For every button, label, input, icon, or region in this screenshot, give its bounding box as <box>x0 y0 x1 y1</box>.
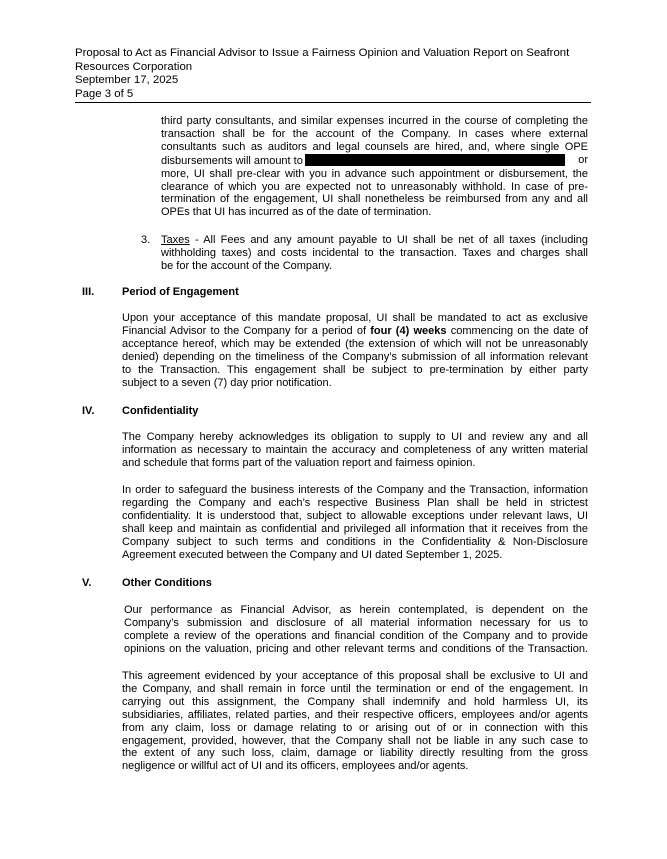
section-title: Period of Engagement <box>122 286 239 298</box>
bold-term: four (4) weeks <box>370 324 447 337</box>
text-line: withholding taxes) and costs incidental to the transaction. Taxes and charges shall <box>161 246 588 259</box>
text-line: consultants such as auditors and legal counsels are hired, and, where single OPE <box>161 140 588 153</box>
text-line: Company subject to such terms and conditions in the Confidentiality & Non-Disclosure <box>122 535 588 548</box>
text-line: subject to a seven (7) day prior notification. <box>122 376 332 389</box>
text-line: OPEs that UI has incurred as of the date of termination. <box>161 206 432 219</box>
text-line: subsidiaries, affiliates, related parties, and their respective officers, employees and/or agents <box>122 708 588 721</box>
text-line: and schedule that forms part of the valuation report and fairness opinion. <box>122 456 476 469</box>
section-title: Confidentiality <box>122 405 199 417</box>
text-line: shall keep and maintain as confidential and privileged all information that it receives from the <box>122 522 588 535</box>
text-fragment: or <box>578 153 588 166</box>
header-date: September 17, 2025 <box>75 74 179 87</box>
text-line: the extent of any such loss, claim, damage or liability directly resulting from the gross <box>122 747 588 760</box>
text-line: termination of the engagement, UI shall nonetheless be reimbursed from any and all <box>161 193 588 206</box>
text-line: from any claim, loss or damage relating to or arising out of or in connection with this <box>122 721 588 734</box>
text-fragment: commencing on the date of <box>446 324 589 337</box>
section-title: Other Conditions <box>122 577 212 589</box>
text-line: third party consultants, and similar expenses incurred in the course of completing the <box>161 115 588 127</box>
text-line: carrying out this assignment, the Company shall indemnify and hold harmless UI, its <box>122 695 588 708</box>
text-line: confidentiality. It is understood that, subject to allowable exceptions under relevant laws, UI <box>122 509 588 522</box>
text-line <box>122 325 588 338</box>
header-page-number: Page 3 of 5 <box>75 87 134 100</box>
text-line: complete a review of the operations and financial condition of the Company and to provide <box>124 629 588 642</box>
text-line: Our performance as Financial Advisor, as herein contemplated, is dependent on the <box>124 604 588 616</box>
text-line: transaction shall be for the account of the Company. In cases where external <box>161 127 588 140</box>
confidentiality-paragraph-1 <box>122 431 588 470</box>
text-line-with-redaction <box>161 154 588 168</box>
page-header <box>75 47 591 103</box>
text-line: clearance of which you are expected not to unreasonably withhold. In case of pre- <box>161 180 588 193</box>
text-line <box>161 234 588 247</box>
text-line: engagement, provided, however, that the Company shall not be liable in any such case to <box>122 734 588 747</box>
text-line: Agreement executed between the Company and UI dated September 1, 2025. <box>122 548 503 561</box>
text-line: to the Transaction. This engagement shall be subject to pre-termination by either party <box>122 363 588 376</box>
text-line: negligence or willful act of UI and its officers, employees and/or agents. <box>122 760 469 773</box>
text-line: The Company hereby acknowledges its obligation to supply to UI and review any and all <box>122 431 588 443</box>
text-line: denied) depending on the timeliness of the Company’s submission of all information relevant <box>122 350 588 363</box>
section-number: III. <box>82 286 95 298</box>
conditions-paragraph-2 <box>122 670 588 773</box>
engagement-paragraph <box>122 312 588 389</box>
text-line: Upon your acceptance of this mandate proposal, UI shall be mandated to act as exclusive <box>122 312 588 324</box>
header-title-line-1: Proposal to Act as Financial Advisor to Issue a Fairness Opinion and Valuation Report on Seafront <box>75 47 570 59</box>
list-number: 3. <box>141 234 151 246</box>
text-line: opinions on the valuation, pricing and other relevant terms and conditions of the Transaction. <box>124 642 588 655</box>
text-line: more, UI shall pre-clear with you in advance such appointment or disbursement, the <box>161 167 588 180</box>
text-fragment: - All Fees and any amount payable to UI shall be net of all taxes (including <box>189 234 588 246</box>
text-line: information as necessary to maintain the accuracy and completeness of any written material <box>122 443 588 456</box>
text-line: Company’s submission and disclosure of all material information necessary for us to <box>124 616 588 629</box>
confidentiality-paragraph-2 <box>122 484 588 561</box>
section-number: V. <box>82 577 92 589</box>
taxes-term: Taxes <box>161 234 190 246</box>
text-fragment: Financial Advisor to the Company for a period of <box>122 324 371 337</box>
header-title-line-2: Resources Corporation <box>75 60 193 73</box>
taxes-paragraph <box>161 234 588 273</box>
opex-paragraph <box>161 115 588 219</box>
text-fragment: disbursements will amount to <box>161 154 303 167</box>
redaction-bar <box>305 154 565 166</box>
text-line: acceptance hereof, which may be extended (the extension of which will not be unreasonably <box>122 337 588 350</box>
conditions-paragraph-1 <box>124 604 588 656</box>
text-line: In order to safeguard the business interests of the Company and the Transaction, information <box>122 484 588 496</box>
text-line: regarding the Company and each’s respective Business Plan shall be held in strictest <box>122 496 588 509</box>
text-line: be for the account of the Company. <box>161 259 333 272</box>
section-number: IV. <box>82 405 95 417</box>
text-line: the Company, and shall remain in force until the termination or end of the engagement. In <box>122 682 588 695</box>
text-line: This agreement evidenced by your acceptance of this proposal shall be exclusive to UI and <box>122 670 588 682</box>
